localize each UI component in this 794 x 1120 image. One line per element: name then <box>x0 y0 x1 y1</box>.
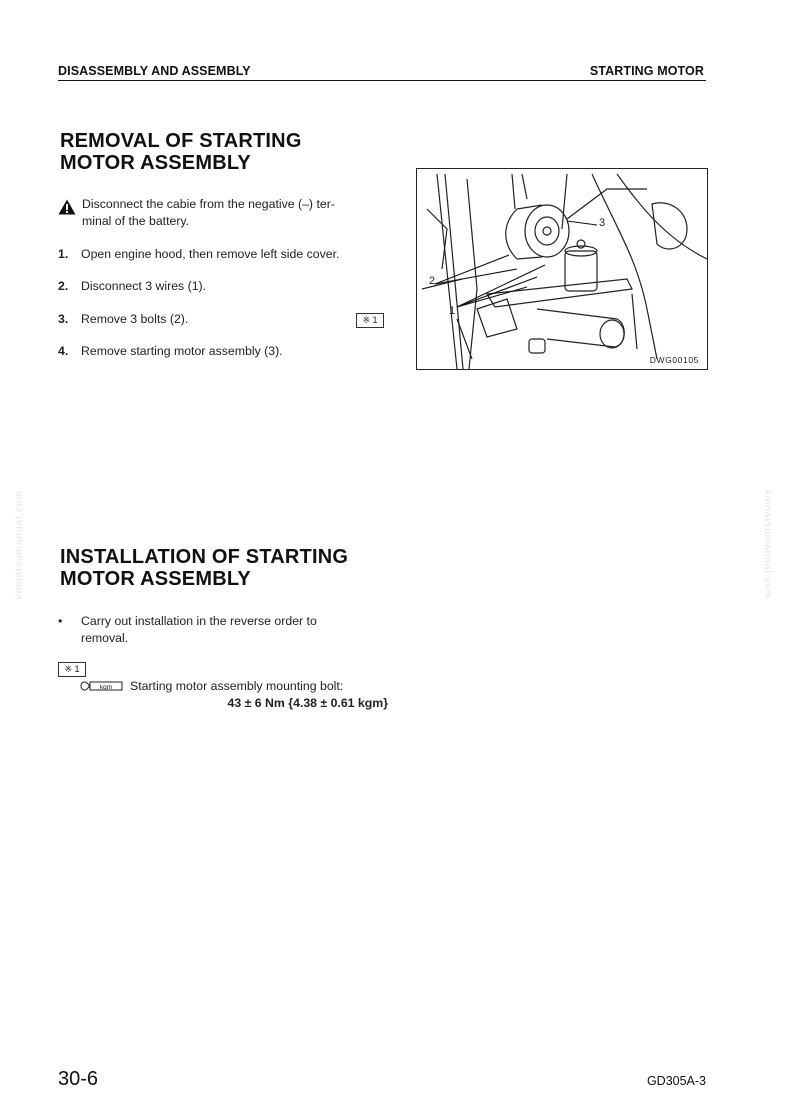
note-line1: Carry out installation in the reverse order to <box>81 614 317 628</box>
callout-2: 2 <box>429 275 436 287</box>
bullet-marker: • <box>58 614 63 628</box>
removal-title-line2: MOTOR ASSEMBLY <box>60 152 251 174</box>
step-text: Remove 3 bolts (2). <box>81 312 189 326</box>
figure-code: DWG00105 <box>649 355 699 365</box>
callout-1: 1 <box>449 305 456 317</box>
removal-step <box>58 343 388 360</box>
battery-warning <box>58 196 386 230</box>
step-number: 4. <box>58 344 69 358</box>
step-number: 2. <box>58 279 69 293</box>
removal-step <box>58 278 388 295</box>
step-text: Remove starting motor assembly (3). <box>81 344 283 358</box>
warning-line1: Disconnect the cabie from the negative (–) ter- <box>82 197 335 211</box>
installation-title-line1: INSTALLATION OF STARTING <box>60 546 349 568</box>
watermark-right: komatsumanual.com <box>762 490 773 600</box>
model-number: GD305A-3 <box>646 1074 706 1088</box>
reference-mark: ※ 1 <box>356 313 384 328</box>
starting-motor-figure <box>416 168 708 370</box>
starting-motor-illustration <box>417 169 707 369</box>
torque-value: 43 ± 6 Nm {4.38 ± 0.61 kgm} <box>227 696 388 710</box>
step-number: 1. <box>58 247 69 261</box>
header-divider <box>58 80 706 81</box>
wrench-unit-label: kgm <box>99 684 113 691</box>
step-text: Disconnect 3 wires (1). <box>81 279 207 293</box>
note-line2: removal. <box>81 631 129 645</box>
torque-spec <box>80 678 388 712</box>
page-number: 30-6 <box>58 1068 99 1090</box>
callout-3: 3 <box>599 217 606 229</box>
removal-step <box>58 246 388 263</box>
torque-label: Starting motor assembly mounting bolt: <box>130 679 344 693</box>
step-number: 3. <box>58 312 69 326</box>
removal-title <box>60 130 302 174</box>
installation-title <box>60 546 348 590</box>
installation-note <box>58 613 388 647</box>
section-header: DISASSEMBLY AND ASSEMBLY <box>58 64 251 78</box>
warning-line2: minal of the battery. <box>82 214 190 228</box>
installation-title-line2: MOTOR ASSEMBLY <box>60 568 251 590</box>
torque-wrench-icon <box>80 679 124 693</box>
step-text: Open engine hood, then remove left side cover. <box>81 247 340 261</box>
removal-step <box>58 311 388 328</box>
chapter-header: STARTING MOTOR <box>589 64 704 78</box>
warning-icon <box>58 199 76 215</box>
removal-title-line1: REMOVAL OF STARTING <box>60 130 302 152</box>
watermark-left: komatsumanual.com <box>14 490 25 600</box>
reference-mark: ※ 1 <box>58 662 86 677</box>
